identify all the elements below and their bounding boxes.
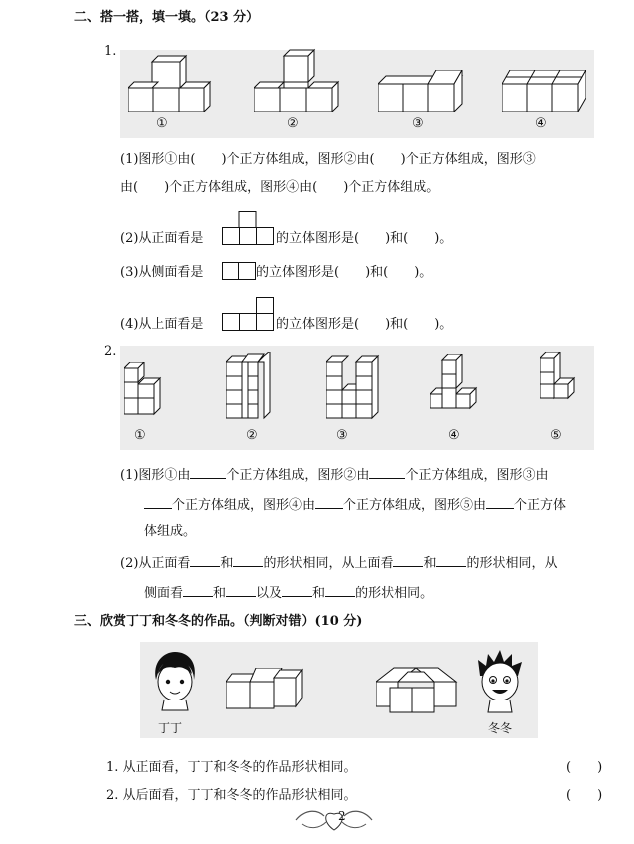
q2-blank-6[interactable]: [190, 554, 220, 567]
page-ornament-icon: [292, 800, 376, 834]
q1-figure-1: [128, 54, 220, 112]
q2-sub1-line3: 体组成。: [144, 524, 197, 539]
q2-sub1-seg-e: 个正方体组成，图形⑤由: [343, 498, 487, 513]
q1-sub3-suffix: 的立体图形是( )和( )。: [256, 265, 433, 280]
q2-blank-9[interactable]: [436, 554, 466, 567]
q2-label-3: ③: [336, 428, 348, 443]
section2-title: 二、搭一搭，填一填。（23 分）: [74, 10, 260, 25]
q1-sub2-prefix: (2)从正面看是: [120, 231, 204, 246]
q2-figure-5: [540, 352, 576, 410]
q2-sub2-line2: [144, 584, 433, 602]
q1-figure-2: [254, 48, 346, 112]
q2-sub1-seg-a: (1)图形①由: [120, 468, 191, 483]
judge-item-2-answer[interactable]: ( ): [566, 788, 603, 803]
q1-label-2: ②: [287, 116, 299, 131]
q2-blank-12[interactable]: [282, 584, 312, 597]
q2-blank-3[interactable]: [144, 496, 172, 509]
q1-sub1-line2: 由( )个正方体组成，图形④由( )个正方体组成。: [120, 180, 440, 195]
q2-sub1-seg-d: 个正方体组成，图形④由: [172, 498, 316, 513]
q2-sub2-seg-b: 和: [220, 556, 234, 571]
q1-sub4-suffix: 的立体图形是( )和( )。: [276, 317, 453, 332]
q2-label-4: ④: [448, 428, 460, 443]
q2-blank-1[interactable]: [190, 466, 226, 479]
dongdong-boy-icon: [474, 650, 526, 714]
q1-label-3: ③: [412, 116, 424, 131]
q1-sub3-prefix: (3)从侧面看是: [120, 265, 204, 280]
q2-sub1-seg-b: 个正方体组成，图形②由: [226, 468, 370, 483]
q2-figure-1: [124, 362, 168, 420]
q1-figure-3: [378, 70, 470, 112]
q2-sub2-seg-f: 侧面看: [144, 586, 184, 601]
q2-sub2-seg-h: 以及: [256, 586, 283, 601]
q2-sub1-seg-f: 个正方体: [514, 498, 567, 513]
q1-sub2-suffix: 的立体图形是( )和( )。: [276, 231, 453, 246]
dingding-name: 丁丁: [158, 721, 183, 735]
q2-label-2: ②: [246, 428, 258, 443]
judge-item-1: 1. 从正面看，丁丁和冬冬的作品形状相同。: [106, 760, 357, 775]
q2-blank-13[interactable]: [325, 584, 355, 597]
dingding-work-figure: [226, 668, 306, 712]
q2-sub1-line1: [120, 466, 548, 484]
q1-number: 1.: [104, 44, 117, 59]
q1-sub1-line1: (1)图形①由( )个正方体组成，图形②由( )个正方体组成，图形③: [120, 152, 536, 167]
q1-sub4-prefix: (4)从上面看是: [120, 317, 204, 332]
q2-sub2-seg-a: (2)从正面看: [120, 556, 191, 571]
q1-sub3-view-shape: [222, 262, 256, 280]
dingding-girl-icon: [150, 650, 200, 712]
q2-sub2-seg-g: 和: [213, 586, 227, 601]
q2-sub1-seg-c: 个正方体组成，图形③由: [405, 468, 549, 483]
q2-blank-7[interactable]: [233, 554, 263, 567]
page-number: 2: [338, 809, 346, 823]
q2-sub2-seg-c: 的形状相同，从上面看: [263, 556, 394, 571]
q2-sub2-seg-i: 和: [312, 586, 326, 601]
q1-sub4-view-shape: [222, 297, 274, 331]
q2-blank-11[interactable]: [226, 584, 256, 597]
q1-label-1: ①: [156, 116, 168, 131]
q2-blank-8[interactable]: [393, 554, 423, 567]
q1-label-4: ④: [535, 116, 547, 131]
q2-sub2-seg-d: 和: [423, 556, 437, 571]
q2-number: 2.: [104, 344, 117, 359]
judge-item-2: 2. 从后面看，丁丁和冬冬的作品形状相同。: [106, 788, 357, 803]
q2-sub2-seg-j: 的形状相同。: [355, 586, 434, 601]
q2-blank-4[interactable]: [315, 496, 343, 509]
q2-figure-4: [430, 354, 480, 414]
section3-title: 三、欣赏丁丁和冬冬的作品。（判断对错）(10 分): [74, 614, 363, 629]
q1-figure-4: [502, 70, 586, 112]
judge-item-1-answer[interactable]: ( ): [566, 760, 603, 775]
q2-blank-5[interactable]: [486, 496, 514, 509]
dongdong-name: 冬冬: [488, 721, 513, 735]
q2-sub1-line2: [144, 496, 566, 514]
q2-figure-3: [326, 352, 380, 420]
q2-label-5: ⑤: [550, 428, 562, 443]
q1-sub2-view-shape: [222, 211, 274, 245]
dongdong-work-figure: [376, 666, 462, 714]
q2-blank-2[interactable]: [369, 466, 405, 479]
q2-label-1: ①: [134, 428, 146, 443]
q2-sub2-line1: [120, 554, 557, 572]
q2-sub2-seg-e: 的形状相同，从: [466, 556, 558, 571]
q2-figure-2: [226, 352, 276, 420]
q2-blank-10[interactable]: [183, 584, 213, 597]
